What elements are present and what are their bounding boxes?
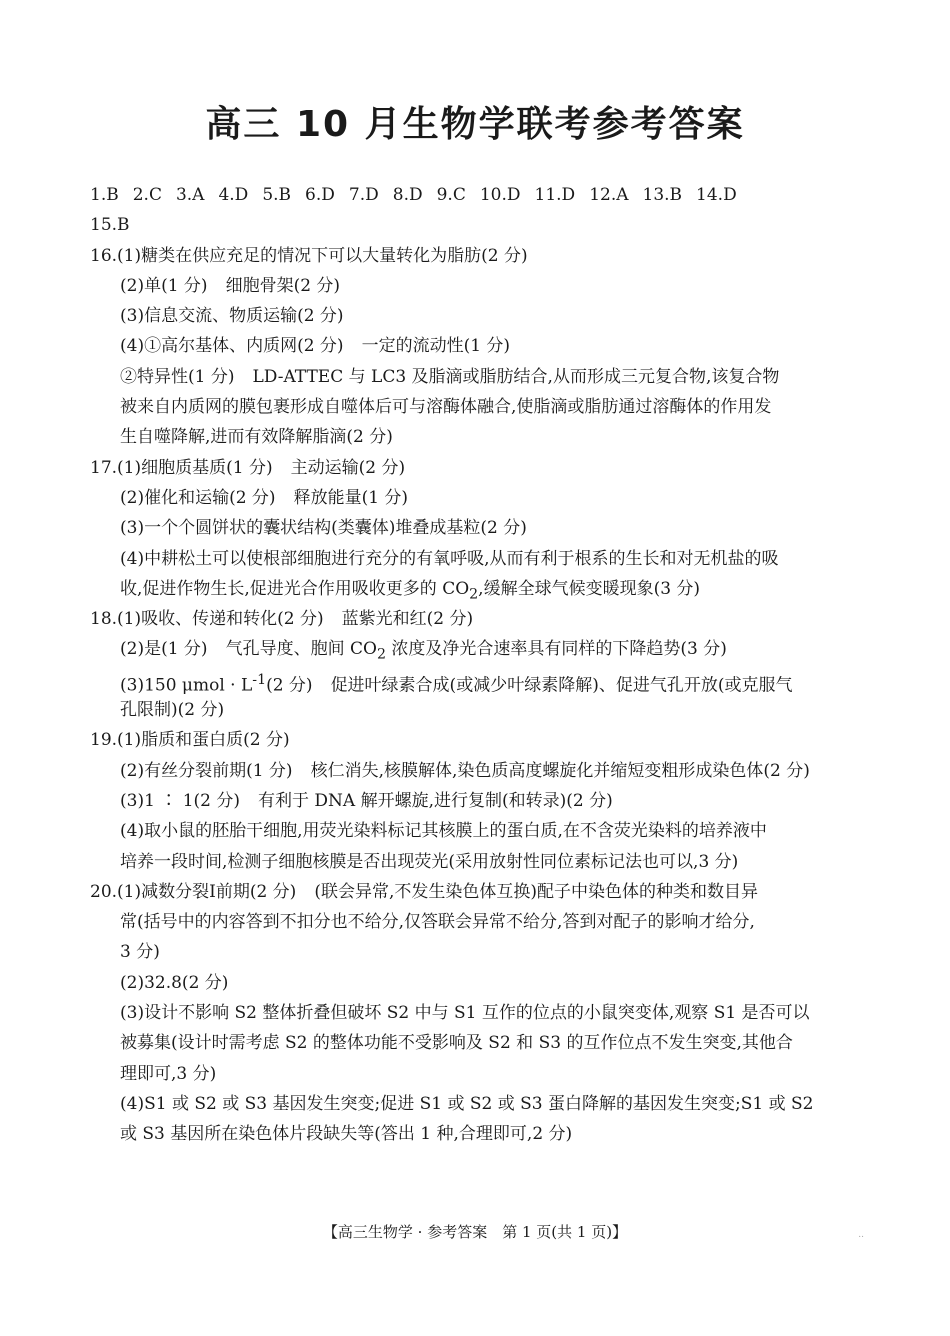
q20-line: (2)32.8(2 分) — [120, 972, 229, 993]
q16-part: (2)单(1 分) — [120, 275, 208, 296]
q19-line — [90, 786, 870, 816]
page-title: 高三 10 月生物学联考参考答案 — [205, 104, 745, 145]
q16-line: 生自噬降解,进而有效降解脂滴(2 分) — [120, 427, 393, 448]
q19-line: 培养一段时间,检测子细胞核膜是否出现荧光(采用放射性同位素标记法也可以,3 分) — [120, 851, 739, 872]
q16-line — [90, 362, 870, 392]
q18-part: 气孔导度、胞间 CO — [225, 639, 377, 660]
q19-part: (2)有丝分裂前期(1 分) — [120, 760, 293, 781]
q17-line: (3)一个个圆饼状的囊状结构(类囊体)堆叠成基粒(2 分) — [120, 518, 527, 539]
q17-line — [90, 453, 870, 483]
q20-line: 或 S3 基因所在染色体片段缺失等(答出 1 种,合理即可,2 分) — [120, 1124, 573, 1145]
q18-part: 18.(1)吸收、传递和转化(2 分) — [90, 609, 324, 630]
mc-answer: 6.D — [305, 185, 335, 205]
q18-line — [90, 665, 870, 695]
q17-part: 收,促进作物生长,促进光合作用吸收更多的 CO — [120, 578, 470, 599]
mc-answer: 11.D — [534, 185, 576, 205]
mc-answers-row-2: 15.B — [90, 215, 130, 236]
q20-line: 常(括号中的内容答到不扣分也不给分,仅答联会异常不给分,答到对配子的影响才给分, — [120, 912, 755, 933]
q18-part: (2 分) — [266, 675, 313, 696]
co2-subscript: 2 — [376, 646, 386, 663]
mc-answer: 3.A — [175, 185, 205, 205]
q16-part: LD-ATTEC 与 LC3 及脂滴或脂肪结合,从而形成三元复合物,该复合物 — [252, 366, 780, 387]
q19-line: (4)取小鼠的胚胎干细胞,用荧光染料标记其核膜上的蛋白质,在不含荧光染料的培养液中 — [120, 821, 767, 842]
q17-part: (2)催化和运输(2 分) — [120, 487, 276, 508]
q17-line — [90, 574, 870, 604]
q20-line: 理即可,3 分) — [120, 1063, 217, 1084]
q20-line: 被募集(设计时需考虑 S2 的整体功能不受影响及 S2 和 S3 的互作位点不发生突变,其他合 — [120, 1033, 793, 1054]
q20-line: 3 分) — [120, 942, 160, 963]
q16-part: ②特异性(1 分) — [120, 366, 235, 387]
q19-line — [90, 756, 870, 786]
q16-line: (3)信息交流、物质运输(2 分) — [120, 306, 344, 327]
mc-answers-row-1 — [90, 180, 870, 210]
mc-answer: 5.B — [262, 185, 292, 205]
corner-mark: .. — [858, 1230, 864, 1240]
co2-subscript: 2 — [469, 586, 479, 603]
q17-part: ,缓解全球气候变暖现象(3 分) — [478, 578, 701, 599]
q18-part: 蓝紫光和红(2 分) — [341, 609, 474, 630]
mc-answer: 1.B — [90, 185, 119, 205]
q19-part: 有利于 DNA 解开螺旋,进行复制(和转录)(2 分) — [258, 790, 613, 811]
q16-part: 细胞骨架(2 分) — [225, 275, 341, 296]
answer-body — [90, 180, 870, 1150]
q19-part: (3)1 ∶ 1(2 分) — [120, 790, 241, 811]
q17-line — [90, 483, 870, 513]
mc-answer: 2.C — [132, 185, 162, 205]
q16-line — [90, 331, 870, 361]
q20-line: (4)S1 或 S2 或 S3 基因发生突变;促进 S1 或 S2 或 S3 蛋白降解的基因发生突变;S1 或 S2 — [120, 1093, 814, 1114]
q18-line — [90, 604, 870, 634]
mc-answer: 4.D — [218, 185, 249, 205]
q18-part: 促进叶绿素合成(或减少叶绿素降解)、促进气孔开放(或克服气 — [330, 675, 793, 696]
q18-part: (2)是(1 分) — [120, 639, 208, 660]
q17-part: 主动运输(2 分) — [290, 457, 406, 478]
mc-answer: 9.C — [436, 185, 466, 205]
q20-line: (3)设计不影响 S2 整体折叠但破坏 S2 中与 S1 互作的位点的小鼠突变体,观察 S1 是否可以 — [120, 1003, 810, 1024]
mc-answer: 14.D — [696, 185, 737, 205]
unit-superscript: -1 — [252, 671, 267, 688]
q17-part: 17.(1)细胞质基质(1 分) — [90, 457, 273, 478]
mc-answer: 8.D — [392, 185, 423, 205]
q18-line: 孔限制)(2 分) — [120, 700, 225, 721]
mc-answer: 12.A — [589, 185, 629, 205]
q20-part: (联会异常,不发生染色体互换)配子中染色体的种类和数目异 — [314, 881, 758, 902]
q16-line: 16.(1)糖类在供应充足的情况下可以大量转化为脂肪(2 分) — [90, 245, 528, 266]
q18-part: (3)150 μmol · L — [120, 675, 253, 696]
q20-line — [90, 877, 870, 907]
q19-part: 核仁消失,核膜解体,染色质高度螺旋化并缩短变粗形成染色体(2 分) — [310, 760, 810, 781]
mc-answer: 7.D — [348, 185, 379, 205]
q16-line: 被来自内质网的膜包裹形成自噬体后可与溶酶体融合,使脂滴或脂肪通过溶酶体的作用发 — [120, 397, 772, 418]
q19-line: 19.(1)脂质和蛋白质(2 分) — [90, 730, 290, 751]
page-footer: 【高三生物学 · 参考答案 第 1 页(共 1 页)】 — [322, 1223, 628, 1241]
q16-line — [90, 271, 870, 301]
mc-answer: 10.D — [479, 185, 521, 205]
q18-line — [90, 634, 870, 664]
mc-answer: 13.B — [642, 185, 683, 205]
q17-line: (4)中耕松土可以使根部细胞进行充分的有氧呼吸,从而有利于根系的生长和对无机盐的吸 — [120, 548, 779, 569]
q20-part: 20.(1)减数分裂Ⅰ前期(2 分) — [90, 881, 297, 902]
q17-part: 释放能量(1 分) — [293, 487, 409, 508]
q18-part: 浓度及净光合速率具有同样的下降趋势(3 分) — [385, 639, 727, 660]
q16-part: (4)①高尔基体、内质网(2 分) — [120, 336, 344, 357]
q16-part: 一定的流动性(1 分) — [361, 336, 511, 357]
